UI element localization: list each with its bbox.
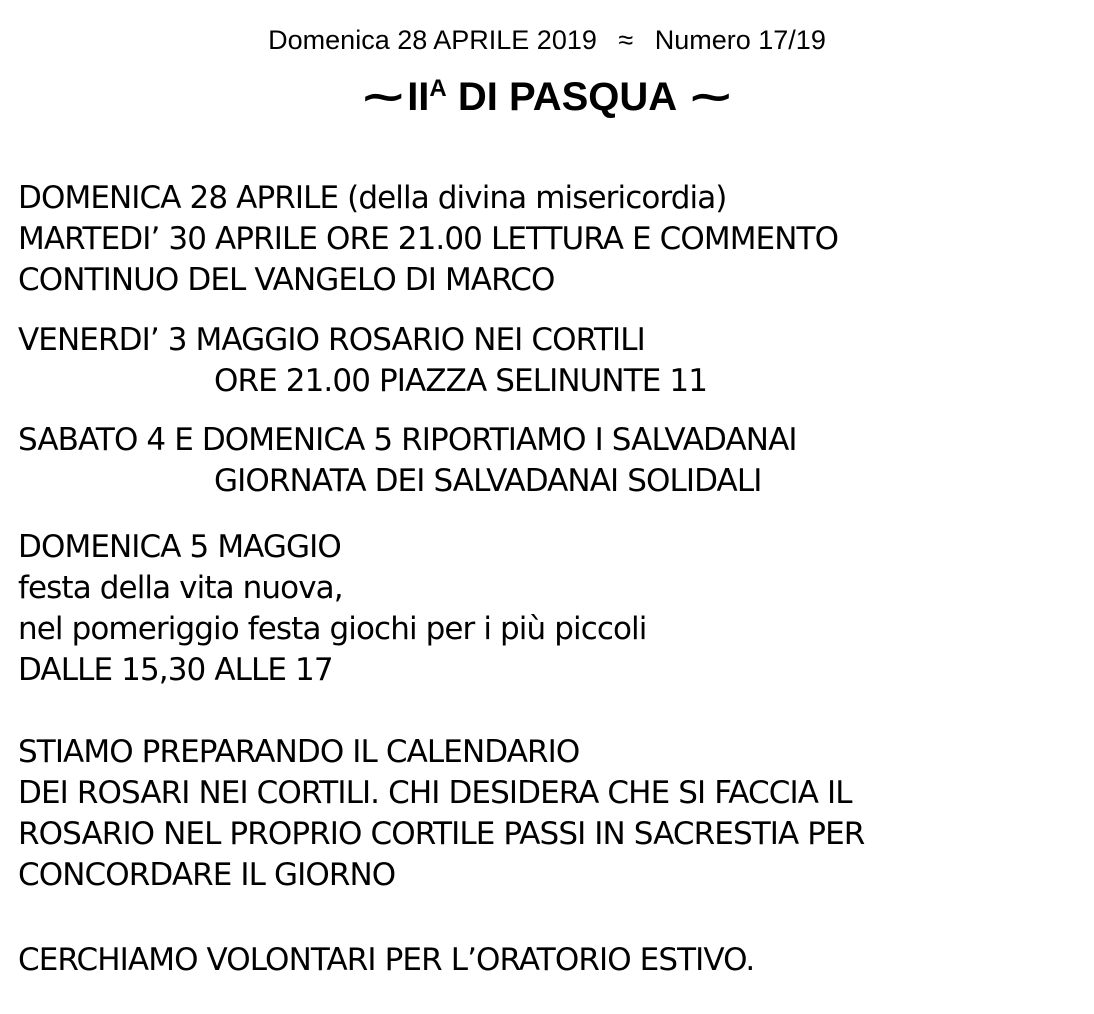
notice-line: DOMENICA 28 APRILE (della divina misericordia) — [18, 180, 727, 216]
notice-line: ORE 21.00 PIAZZA SELINUNTE 11 — [214, 363, 708, 399]
title-main: II — [407, 75, 430, 119]
bulletin-date: Domenica 28 APRILE 2019 — [268, 25, 597, 55]
issue-number: Numero 17/19 — [654, 25, 826, 55]
notice-line: DEI ROSARI NEI CORTILI. CHI DESIDERA CHE SI FACCIA IL — [18, 775, 852, 811]
notice-block-6 — [18, 940, 1088, 981]
title-ornament-left: ⁓ — [363, 75, 404, 119]
notice-line: nel pomeriggio festa giochi per i più piccoli — [18, 611, 647, 647]
notice-block-2 — [18, 320, 1088, 402]
title-ornament-right: ⁓ — [690, 75, 731, 119]
title-rest: DI PASQUA — [446, 75, 687, 119]
notice-line: CERCHIAMO VOLONTARI PER L’ORATORIO ESTIVO. — [18, 942, 755, 978]
notice-line: STIAMO PREPARANDO IL CALENDARIO — [18, 734, 580, 770]
notice-line: SABATO 4 E DOMENICA 5 RIPORTIAMO I SALVADANAI — [18, 422, 797, 458]
notice-line: CONTINUO DEL VANGELO DI MARCO — [18, 262, 555, 298]
notice-block-3 — [18, 420, 1088, 502]
header-separator: ≈ — [618, 25, 634, 55]
notice-line: festa della vita nuova, — [18, 570, 343, 606]
bulletin-header — [0, 22, 1094, 58]
page-title — [0, 72, 1094, 122]
notice-block-4 — [18, 527, 1088, 691]
notice-line: DALLE 15,30 ALLE 17 — [18, 652, 333, 688]
title-superscript: A — [429, 75, 447, 102]
notice-line: VENERDI’ 3 MAGGIO ROSARIO NEI CORTILI — [18, 322, 645, 358]
notice-line: MARTEDI’ 30 APRILE ORE 21.00 LETTURA E COMMENTO — [18, 221, 839, 257]
notice-line: DOMENICA 5 MAGGIO — [18, 529, 341, 565]
notice-line: ROSARIO NEL PROPRIO CORTILE PASSI IN SACRESTIA PER — [18, 816, 865, 852]
notice-block-5 — [18, 732, 1088, 896]
notice-line: GIORNATA DEI SALVADANAI SOLIDALI — [214, 463, 762, 499]
notice-line: CONCORDARE IL GIORNO — [18, 857, 396, 893]
notice-block-1 — [18, 178, 1088, 301]
